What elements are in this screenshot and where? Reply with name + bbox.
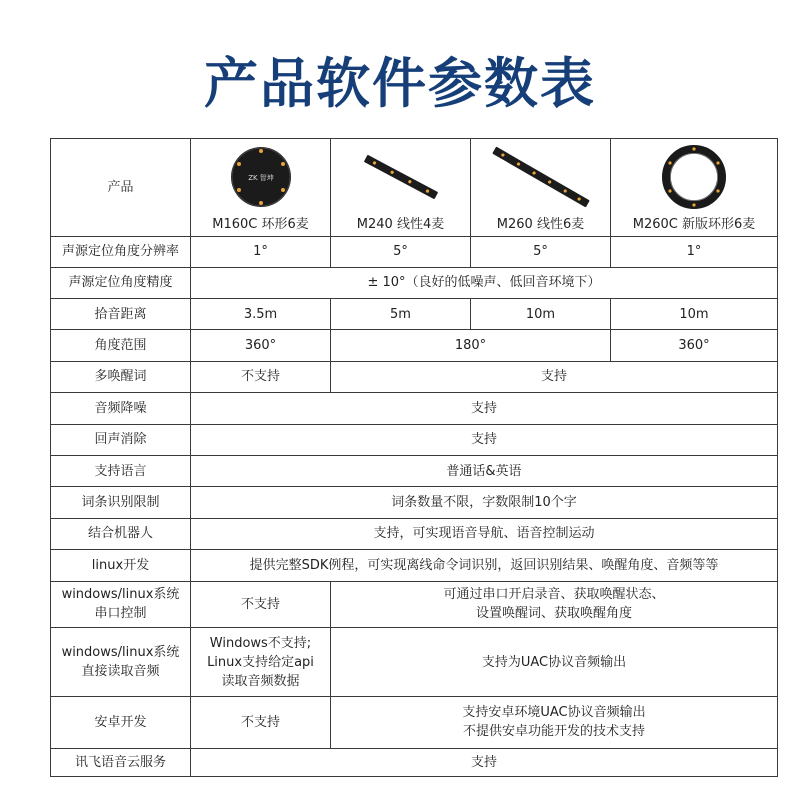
cell-value: 支持 bbox=[331, 361, 778, 392]
cell-value: 10m bbox=[611, 298, 778, 329]
row-label: 结合机器人 bbox=[51, 518, 191, 549]
cell-value bbox=[191, 628, 331, 697]
cell-value: 1° bbox=[611, 237, 778, 267]
cell-value: 普通话&英语 bbox=[191, 455, 778, 486]
cell-value: 360° bbox=[611, 330, 778, 361]
table-row bbox=[51, 424, 778, 455]
cell-value: 词条数量不限，字数限制10个字 bbox=[191, 487, 778, 518]
table-row bbox=[51, 581, 778, 628]
cell-value: 不支持 bbox=[191, 361, 331, 392]
product-name: M260C 新版环形6麦 bbox=[632, 216, 756, 232]
table-row bbox=[51, 330, 778, 361]
product-cell bbox=[471, 139, 611, 237]
cell-line: Linux支持给定api bbox=[207, 654, 314, 670]
table-row bbox=[51, 696, 778, 748]
row-label: linux开发 bbox=[51, 550, 191, 581]
row-label: 拾音距离 bbox=[51, 298, 191, 329]
cell-value: 支持 bbox=[191, 748, 778, 776]
table-row bbox=[51, 361, 778, 392]
cell-value: 不支持 bbox=[191, 696, 331, 748]
cell-value: 5° bbox=[471, 237, 611, 267]
table-row bbox=[51, 748, 778, 776]
cell-value: 提供完整SDK例程，可实现离线命令词识别，返回识别结果、唤醒角度、音频等等 bbox=[191, 550, 778, 581]
cell-value: 不支持 bbox=[191, 581, 331, 628]
cell-value: 360° bbox=[191, 330, 331, 361]
row-label: 声源定位角度分辨率 bbox=[51, 237, 191, 267]
cell-value: 1° bbox=[191, 237, 331, 267]
cell-value: 5° bbox=[331, 237, 471, 267]
cell-line: 不提供安卓功能开发的技术支持 bbox=[462, 724, 645, 740]
ring-mic-board-icon bbox=[221, 142, 301, 212]
row-label: 声源定位角度精度 bbox=[51, 267, 191, 298]
table-row bbox=[51, 455, 778, 486]
cell-value: 支持，可实现语音导航、语音控制运动 bbox=[191, 518, 778, 549]
linear-mic-4-icon bbox=[356, 142, 446, 212]
table-row bbox=[51, 487, 778, 518]
row-label: 多唤醒词 bbox=[51, 361, 191, 392]
row-label-line: windows/linux系统 bbox=[61, 587, 180, 603]
row-label-line: windows/linux系统 bbox=[61, 645, 180, 660]
linear-mic-6-icon bbox=[481, 142, 601, 212]
table-row bbox=[51, 267, 778, 298]
row-label-line: 直接读取音频 bbox=[81, 664, 160, 679]
row-label: 安卓开发 bbox=[51, 696, 191, 748]
table-row bbox=[51, 550, 778, 581]
table-row bbox=[51, 518, 778, 549]
row-label: 音频降噪 bbox=[51, 393, 191, 424]
cell-line: 读取音频数据 bbox=[221, 673, 300, 689]
cell-value: ± 10°（良好的低噪声、低回音环境下） bbox=[191, 267, 778, 298]
row-label: 角度范围 bbox=[51, 330, 191, 361]
table-row bbox=[51, 298, 778, 329]
cell-line: Windows不支持; bbox=[209, 635, 312, 651]
cell-value: 180° bbox=[331, 330, 611, 361]
board-logo: ZK 智坤 bbox=[247, 173, 274, 182]
cell-value: 5m bbox=[331, 298, 471, 329]
row-label-line: 串口控制 bbox=[94, 606, 147, 622]
table-row bbox=[51, 628, 778, 697]
cell-value: 3.5m bbox=[191, 298, 331, 329]
product-cell bbox=[611, 139, 778, 237]
spec-table bbox=[50, 138, 778, 777]
row-label: 回声消除 bbox=[51, 424, 191, 455]
row-label bbox=[51, 581, 191, 628]
product-name: M260 线性6麦 bbox=[496, 216, 585, 232]
table-row bbox=[51, 393, 778, 424]
page-title: 产品软件参数表 bbox=[204, 52, 596, 115]
row-label: 讯飞语音云服务 bbox=[51, 748, 191, 776]
cell-value: 10m bbox=[471, 298, 611, 329]
cell-value bbox=[331, 696, 778, 748]
cell-line: 支持安卓环境UAC协议音频输出 bbox=[462, 705, 646, 721]
cell-value: 支持为UAC协议音频输出 bbox=[331, 628, 778, 697]
row-label bbox=[51, 628, 191, 697]
table-row bbox=[51, 237, 778, 267]
cell-line: 可通过串口开启录音、获取唤醒状态、 bbox=[443, 587, 665, 603]
cell-line: 设置唤醒词、获取唤醒角度 bbox=[475, 606, 632, 622]
table-row bbox=[51, 139, 778, 237]
cell-value bbox=[331, 581, 778, 628]
product-cell bbox=[331, 139, 471, 237]
cell-value: 支持 bbox=[191, 393, 778, 424]
row-label: 支持语言 bbox=[51, 455, 191, 486]
product-name: M160C 环形6麦 bbox=[212, 216, 309, 232]
cell-value: 支持 bbox=[191, 424, 778, 455]
ring-mic-6-icon bbox=[659, 142, 729, 212]
row-label: 词条识别限制 bbox=[51, 487, 191, 518]
row-label: 产品 bbox=[51, 139, 191, 237]
product-cell bbox=[191, 139, 331, 237]
product-name: M240 线性4麦 bbox=[356, 216, 445, 232]
